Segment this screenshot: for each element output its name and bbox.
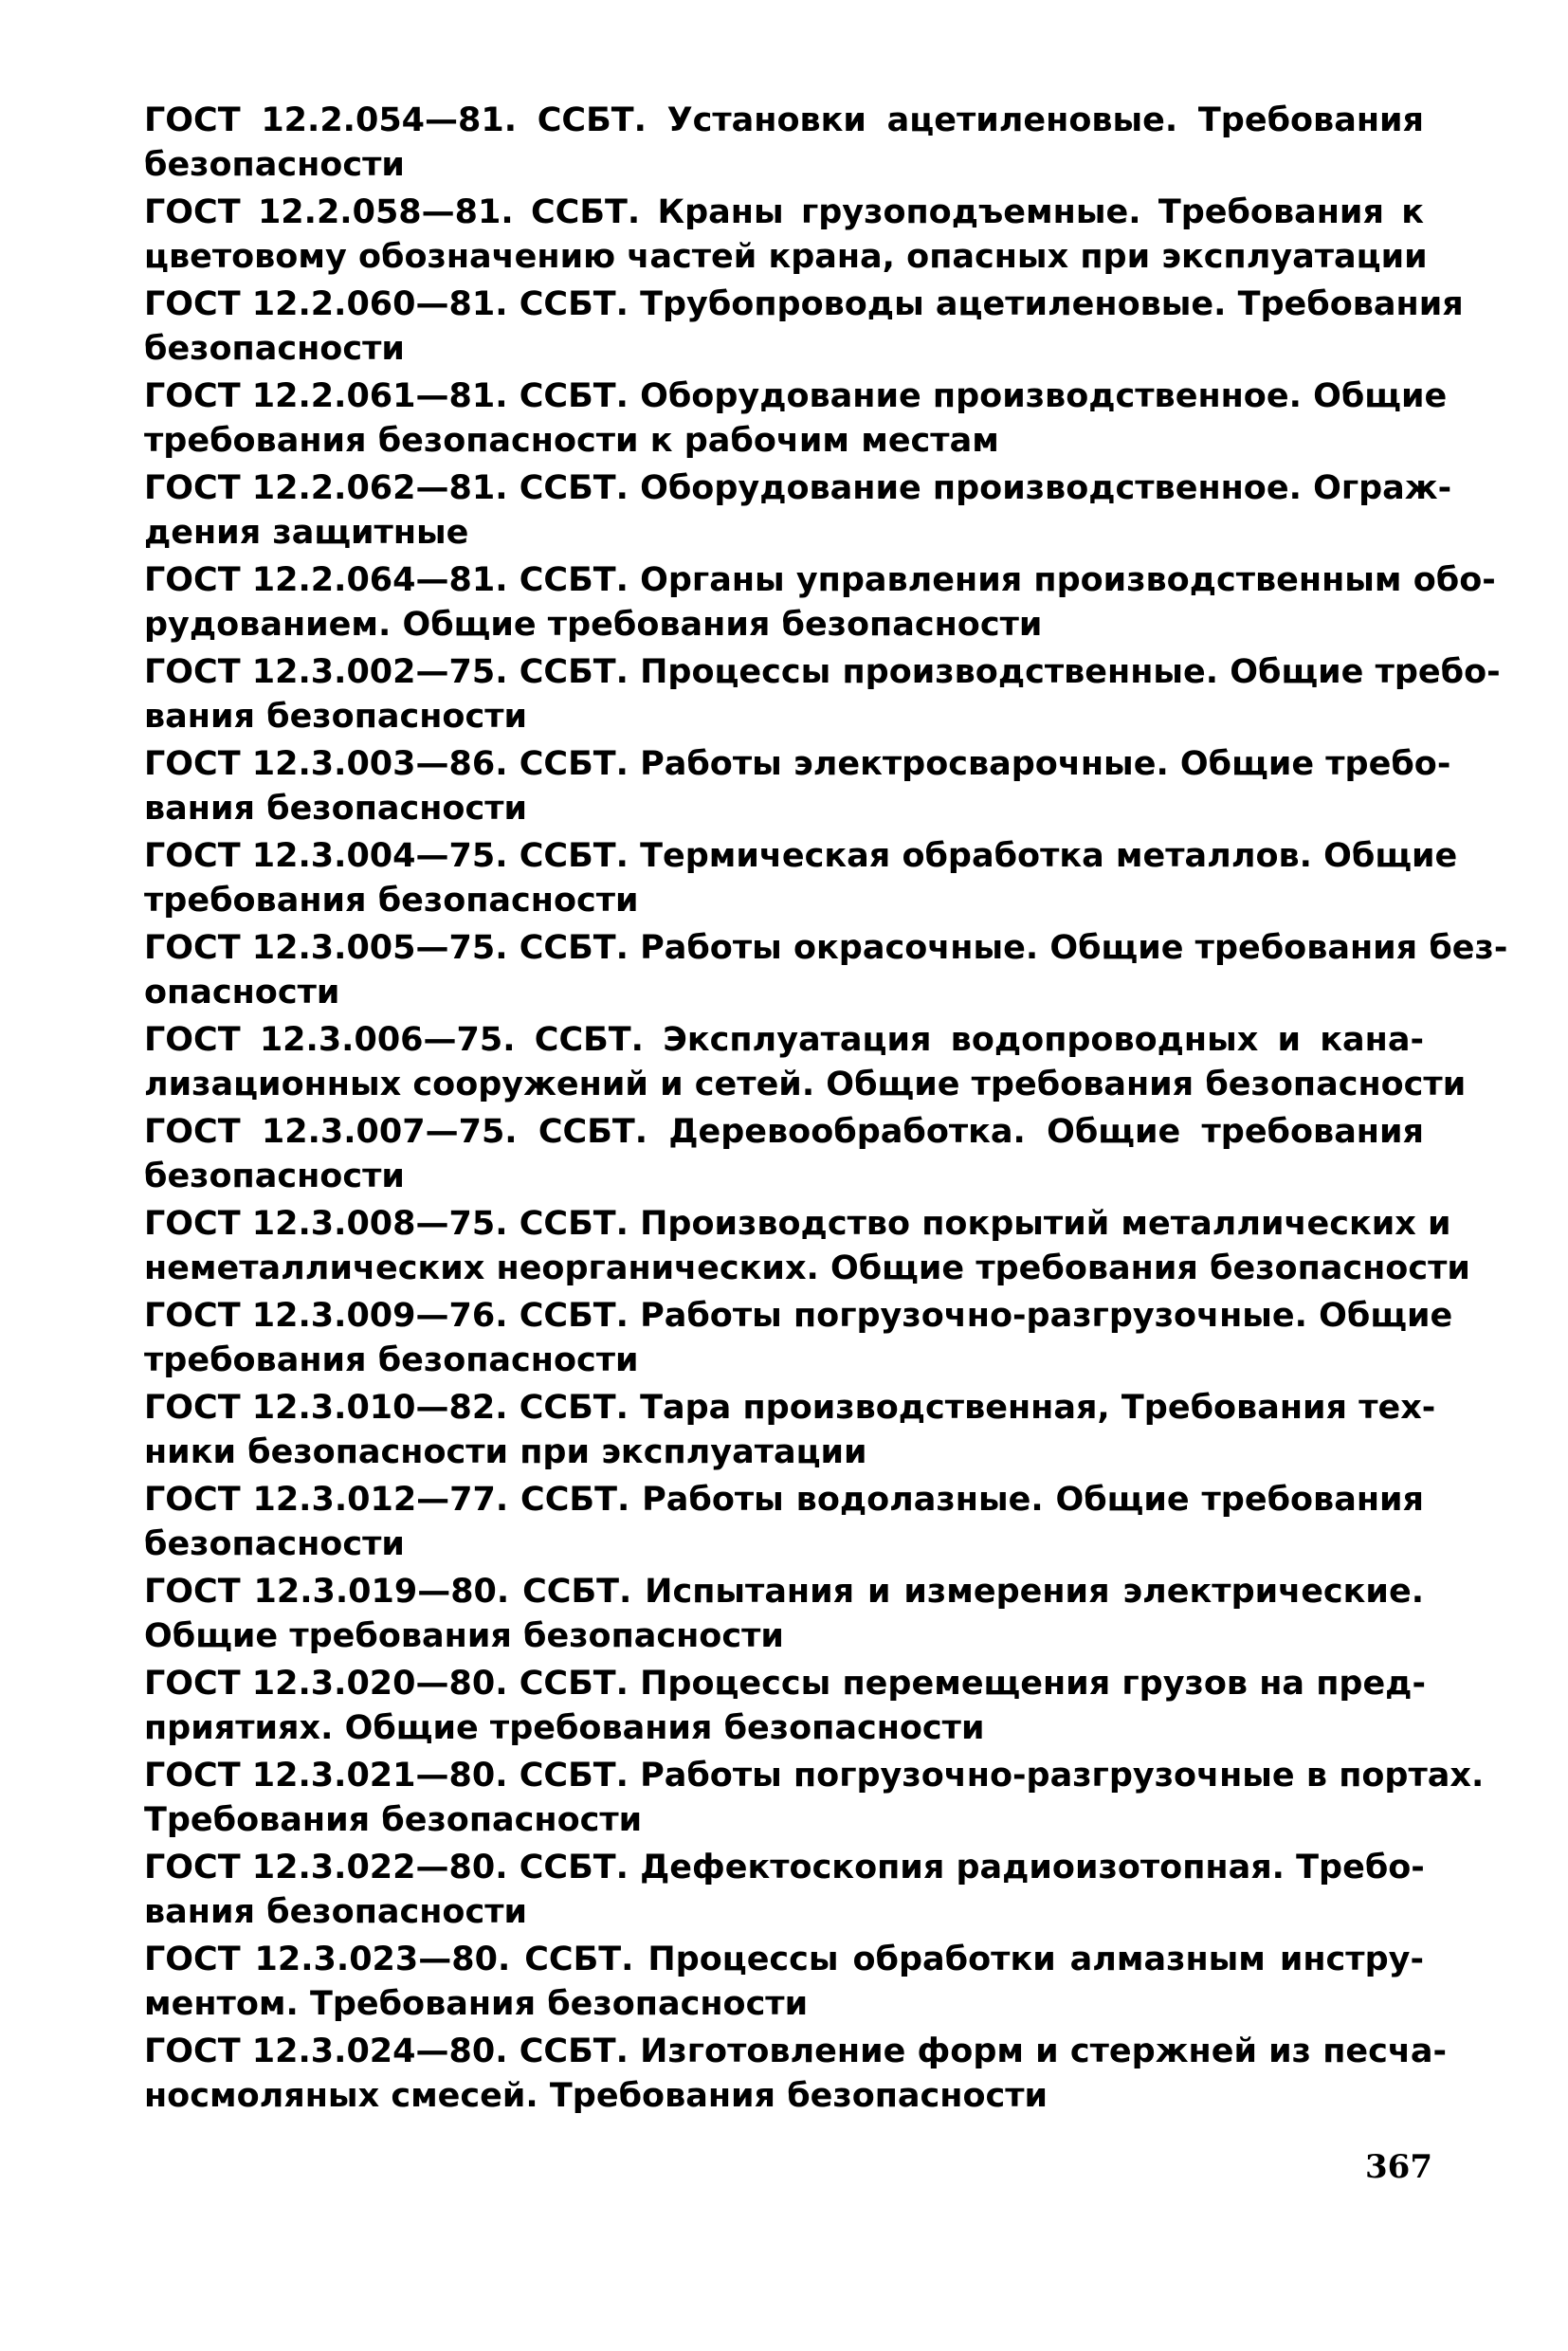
entry-line: ГОСТ 12.3.003—86. ССБТ. Работы электросварочные. Общие требо- <box>144 745 1451 783</box>
page-number: 367 <box>1365 2148 1432 2186</box>
standard-entry <box>144 1754 1485 1843</box>
standard-entry <box>144 834 1458 923</box>
entry-line: ГОСТ 12.3.022—80. ССБТ. Дефектоскопия радиоизотопная. Требо- <box>144 1849 1425 1886</box>
standard-entry <box>144 1202 1470 1291</box>
standard-entry <box>144 374 1448 464</box>
entry-line: безопасности <box>144 146 405 184</box>
standard-entry <box>144 1938 1424 2027</box>
entry-line: ники безопасности при эксплуатации <box>144 1433 867 1471</box>
entry-line: ГОСТ 12.3.020—80. ССБТ. Процессы перемещения грузов на пред- <box>144 1665 1426 1703</box>
entry-line: ГОСТ 12.2.054—81. ССБТ. Установки ацетиленовые. Требования <box>144 101 1424 139</box>
entry-line: ГОСТ 12.2.060—81. ССБТ. Трубопроводы ацетиленовые. Требования <box>144 285 1464 323</box>
entry-line: рудованием. Общие требования безопасности <box>144 606 1043 644</box>
entry-line: Общие требования безопасности <box>144 1617 784 1655</box>
entry-line: ГОСТ 12.3.005—75. ССБТ. Работы окрасочные. Общие требования без- <box>144 929 1508 967</box>
entry-line: лизационных сооружений и сетей. Общие требования безопасности <box>144 1066 1467 1103</box>
entry-line: безопасности <box>144 330 405 368</box>
entry-line: вания безопасности <box>144 1893 528 1931</box>
entry-line: ГОСТ 12.3.007—75. ССБТ. Деревообработка. Общие требования <box>144 1113 1424 1151</box>
standard-entry <box>144 1110 1424 1199</box>
entry-line: ГОСТ 12.2.061—81. ССБТ. Оборудование производственное. Общие <box>144 377 1448 415</box>
entry-line: опасности <box>144 974 340 1011</box>
entry-line: ГОСТ 12.3.010—82. ССБТ. Тара производственная, Требования тех- <box>144 1389 1436 1427</box>
entry-line: дения защитные <box>144 514 469 552</box>
entry-line: безопасности <box>144 1525 405 1563</box>
entry-line: ГОСТ 12.3.002—75. ССБТ. Процессы производственные. Общие требо- <box>144 653 1501 691</box>
entry-line: требования безопасности <box>144 1341 639 1379</box>
entry-line: ГОСТ 12.3.019—80. ССБТ. Испытания и измерения электрические. <box>144 1573 1424 1611</box>
standard-entry <box>144 1294 1453 1383</box>
standard-entry <box>144 99 1424 188</box>
standard-entry <box>144 466 1452 556</box>
entry-line: ГОСТ 12.3.006—75. ССБТ. Эксплуатация водопроводных и кана- <box>144 1021 1424 1059</box>
entry-line: ГОСТ 12.3.021—80. ССБТ. Работы погрузочно-разгрузочные в портах. <box>144 1757 1485 1795</box>
entry-line: ГОСТ 12.2.064—81. ССБТ. Органы управления производственным обо- <box>144 561 1496 599</box>
entry-line: ГОСТ 12.3.004—75. ССБТ. Термическая обработка металлов. Общие <box>144 837 1458 875</box>
standard-entry <box>144 1662 1424 1751</box>
standard-entry <box>144 1846 1424 1935</box>
standard-entry <box>144 1570 1424 1659</box>
standard-entry <box>144 742 1451 831</box>
entry-line: ГОСТ 12.3.009—76. ССБТ. Работы погрузочно-разгрузочные. Общие <box>144 1297 1453 1335</box>
entry-line: носмоляных смесей. Требования безопасности <box>144 2077 1048 2115</box>
entry-line: ГОСТ 12.2.058—81. ССБТ. Краны грузоподъемные. Требования к <box>144 193 1424 231</box>
standard-entry <box>144 1386 1436 1475</box>
entry-line: неметаллических неорганических. Общие требования безопасности <box>144 1249 1470 1287</box>
standard-entry <box>144 1018 1467 1107</box>
entry-line: ГОСТ 12.3.023—80. ССБТ. Процессы обработки алмазным инстру- <box>144 1941 1424 1978</box>
entry-line: вания безопасности <box>144 698 528 736</box>
entry-line: безопасности <box>144 1157 405 1195</box>
standard-entry <box>144 2030 1448 2119</box>
standard-entry <box>144 926 1508 1015</box>
entry-line: ГОСТ 12.3.012—77. ССБТ. Работы водолазные. Общие требования <box>144 1481 1424 1519</box>
standards-list <box>144 99 1508 2122</box>
standard-entry <box>144 558 1496 647</box>
standard-entry <box>144 1478 1424 1567</box>
entry-line: ГОСТ 12.3.024—80. ССБТ. Изготовление форм и стержней из песча- <box>144 2032 1448 2070</box>
entry-line: ГОСТ 12.2.062—81. ССБТ. Оборудование производственное. Ограж- <box>144 469 1452 507</box>
entry-line: ментом. Требования безопасности <box>144 1985 809 2023</box>
entry-line: вания безопасности <box>144 790 528 828</box>
entry-line: цветовому обозначению частей крана, опасных при эксплуатации <box>144 238 1428 276</box>
entry-line: требования безопасности <box>144 882 639 920</box>
entry-line: приятиях. Общие требования безопасности <box>144 1709 985 1747</box>
entry-line: требования безопасности к рабочим местам <box>144 422 999 460</box>
standard-entry <box>144 650 1501 739</box>
standard-entry <box>144 191 1428 280</box>
entry-line: ГОСТ 12.3.008—75. ССБТ. Производство покрытий металлических и <box>144 1205 1451 1243</box>
standard-entry <box>144 282 1464 372</box>
entry-line: Требования безопасности <box>144 1801 643 1839</box>
